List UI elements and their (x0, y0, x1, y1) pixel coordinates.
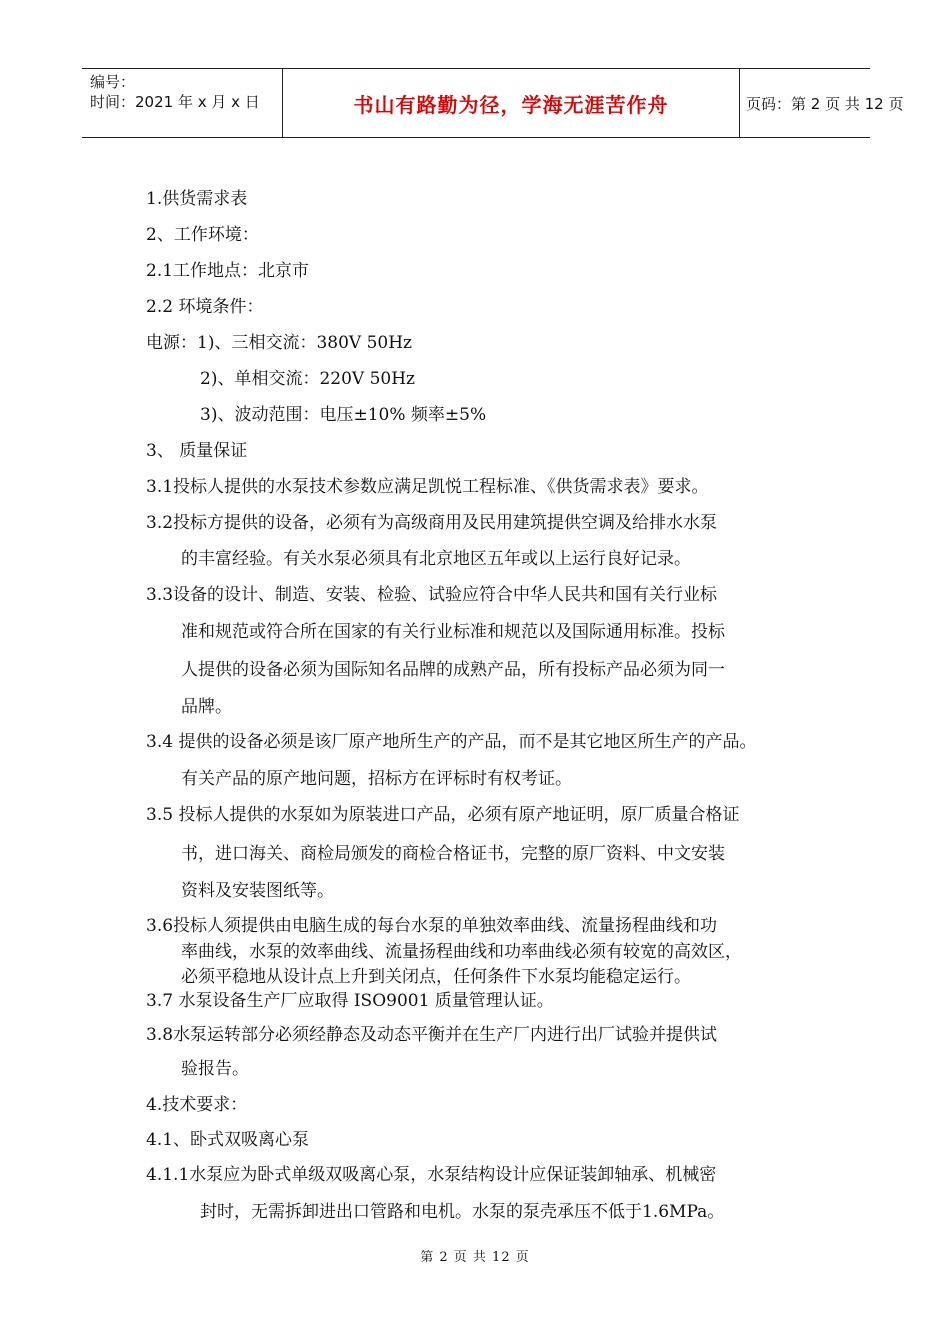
text-line: 1.供货需求表 (146, 189, 248, 209)
text-line: 3、 质量保证 (146, 441, 248, 461)
text-line: 2.1工作地点：北京市 (146, 261, 310, 281)
text-line: 4.技术要求： (146, 1095, 248, 1115)
text-line: 3.7 水泵设备生产厂应取得 ISO9001 质量管理认证。 (146, 991, 554, 1011)
header-motto: 书山有路勤为径，学海无涯苦作舟 (353, 92, 669, 117)
document-date: 时间：2021 年 x 月 x 日 (90, 93, 260, 111)
text-line: 书，进口海关、商检局颁发的商检合格证书，完整的原厂资料、中文安装 (181, 844, 725, 864)
text-line: 3.8水泵运转部分必须经静态及动态平衡并在生产厂内进行出厂试验并提供试 (146, 1025, 718, 1045)
page-footer: 第 2 页 共 12 页 (420, 1250, 530, 1265)
text-line: 2、工作环境： (146, 225, 259, 245)
text-line: 3.1投标人提供的水泵技术参数应满足凯悦工程标准、《供货需求表》要求。 (146, 477, 709, 497)
text-line: 4.1、卧式双吸离心泵 (146, 1130, 310, 1150)
text-line: 资料及安装图纸等。 (181, 881, 334, 901)
text-line: 3.6投标人须提供由电脑生成的每台水泵的单独效率曲线、流量扬程曲线和功 (146, 916, 718, 936)
text-line: 2.2 环境条件： (146, 297, 264, 317)
header-meta (82, 69, 282, 137)
text-line: 人提供的设备必须为国际知名品牌的成熟产品，所有投标产品必须为同一 (181, 660, 725, 680)
header-motto-cell (282, 69, 740, 137)
header-page-info-cell (738, 69, 904, 137)
text-line: 率曲线，水泵的效率曲线、流量扬程曲线和功率曲线必须有较宽的高效区， (181, 942, 742, 962)
text-line: 3.2投标方提供的设备，必须有为高级商用及民用建筑提供空调及给排水水泵 (146, 513, 718, 533)
text-line: 封时，无需拆卸进出口管路和电机。水泵的泵壳承压不低于1.6MPa。 (200, 1202, 725, 1222)
text-line: 有关产品的原产地问题，招标方在评标时有权考证。 (181, 769, 572, 789)
text-line: 3.5 投标人提供的水泵如为原装进口产品，必须有原产地证明，原厂质量合格证 (146, 805, 740, 825)
text-line: 品牌。 (181, 697, 232, 717)
text-line: 4.1.1水泵应为卧式单级双吸离心泵，水泵结构设计应保证装卸轴承、机械密 (146, 1165, 717, 1185)
text-line: 必须平稳地从设计点上升到关闭点，任何条件下水泵均能稳定运行。 (181, 967, 691, 987)
text-line: 3)、波动范围：电压±10% 频率±5% (200, 405, 487, 425)
document-number-label: 编号： (90, 73, 136, 91)
text-line: 3.4 提供的设备必须是该厂原产地所生产的产品，而不是其它地区所生产的产品。 (146, 732, 757, 752)
text-line: 准和规范或符合所在国家的有关行业标准和规范以及国际通用标准。投标 (181, 622, 725, 642)
text-line: 电源：1)、三相交流：380V 50Hz (146, 333, 412, 353)
page-header (82, 68, 904, 138)
text-line: 的丰富经验。有关水泵必须具有北京地区五年或以上运行良好记录。 (181, 549, 691, 569)
text-line: 验报告。 (181, 1059, 249, 1079)
header-page-info: 页码：第 2 页 共 12 页 (746, 94, 904, 113)
text-line: 2)、单相交流：220V 50Hz (200, 369, 415, 389)
text-line: 3.3设备的设计、制造、安装、检验、试验应符合中华人民共和国有关行业标 (146, 585, 718, 605)
